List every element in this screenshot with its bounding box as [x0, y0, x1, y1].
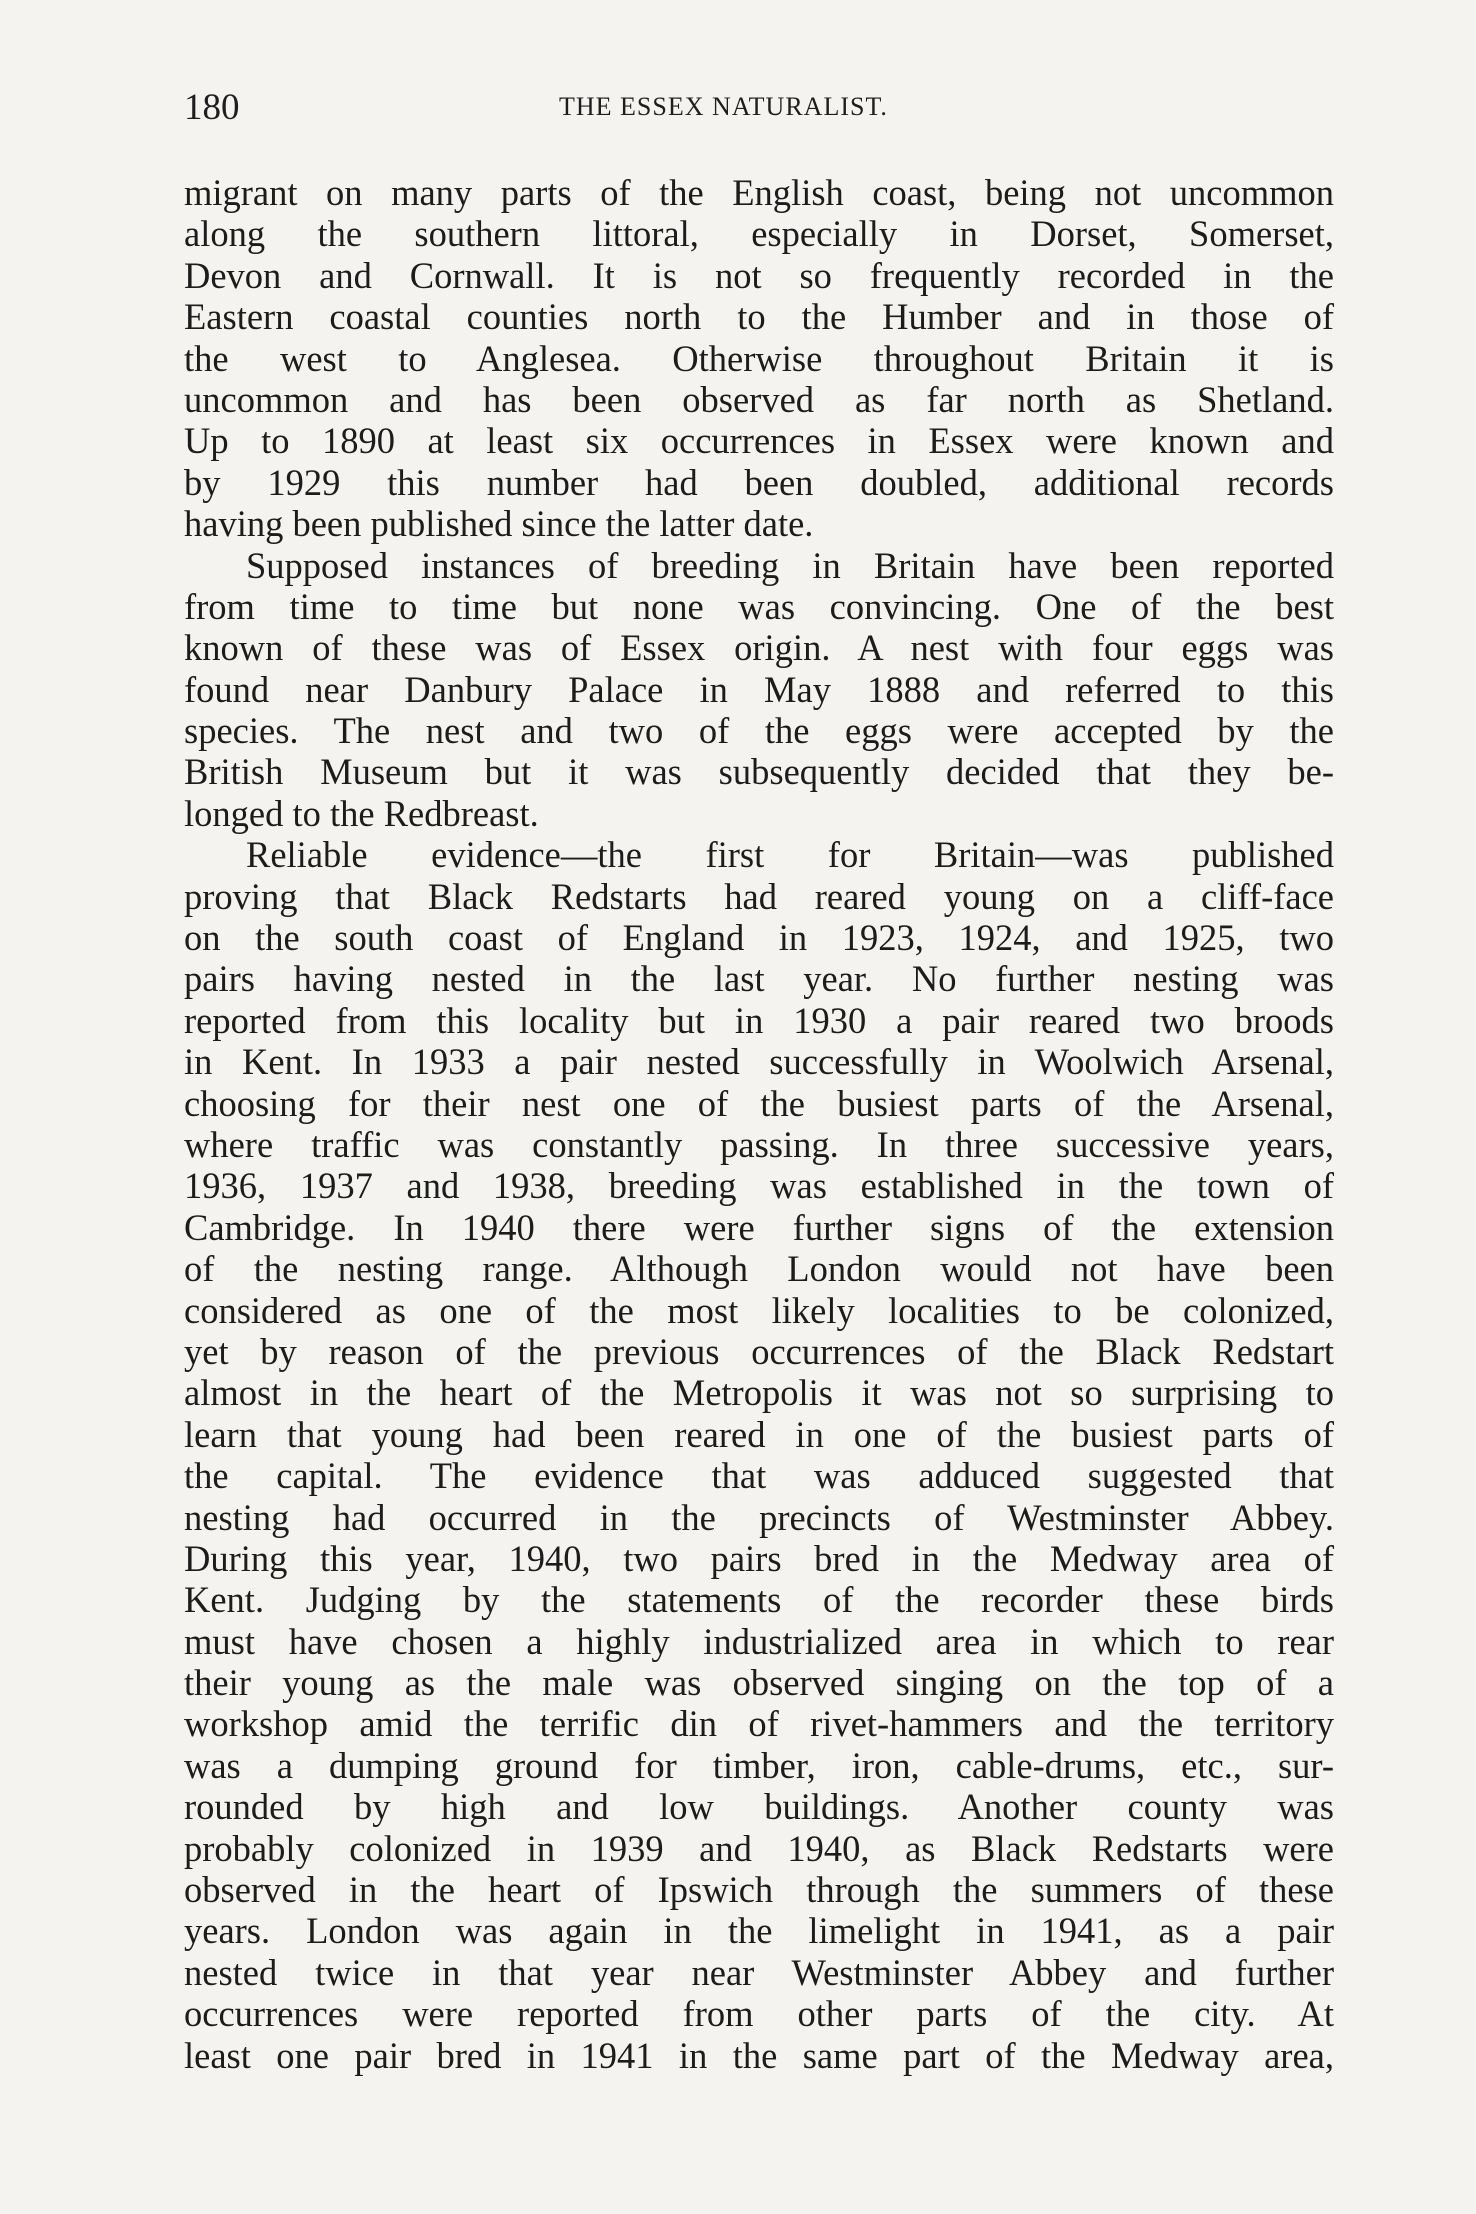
text-line: found near Danbury Palace in May 1888 and referred to this: [184, 668, 1334, 710]
text-line: almost in the heart of the Metropolis it was not so surprising to: [184, 1372, 1334, 1414]
text-line: 1936, 1937 and 1938, breeding was established in the town of: [184, 1165, 1334, 1207]
running-head: [184, 86, 1334, 136]
text-line: nesting had occurred in the precincts of Westminster Abbey.: [184, 1496, 1334, 1538]
text-line: pairs having nested in the last year. No further nesting was: [184, 958, 1334, 1000]
text-line: along the southern littoral, especially in Dorset, Somerset,: [184, 213, 1334, 255]
body-text: [184, 172, 1334, 2076]
text-line: their young as the male was observed singing on the top of a: [184, 1662, 1334, 1704]
text-line: choosing for their nest one of the busiest parts of the Arsenal,: [184, 1082, 1334, 1124]
text-line: known of these was of Essex origin. A nest with four eggs was: [184, 627, 1334, 669]
page-number: 180: [184, 87, 240, 128]
text-line: uncommon and has been observed as far north as Shetland.: [184, 378, 1334, 420]
text-line: rounded by high and low buildings. Another county was: [184, 1786, 1334, 1828]
text-line: where traffic was constantly passing. In three successive years,: [184, 1123, 1334, 1165]
text-line: occurrences were reported from other parts of the city. At: [184, 1993, 1334, 2035]
text-line: proving that Black Redstarts had reared young on a cliff-face: [184, 875, 1334, 917]
text-line: workshop amid the terrific din of rivet-hammers and the territory: [184, 1703, 1334, 1745]
paragraph-3: [184, 834, 1334, 2076]
text-line: from time to time but none was convincing. One of the best: [184, 585, 1334, 627]
text-line: least one pair bred in 1941 in the same part of the Medway area,: [184, 2034, 1334, 2076]
text-line: by 1929 this number had been doubled, additional records: [184, 461, 1334, 503]
text-line: having been published since the latter date.: [184, 503, 814, 545]
text-line: migrant on many parts of the English coast, being not uncommon: [184, 172, 1334, 213]
text-line: reported from this locality but in 1930 a pair reared two broods: [184, 999, 1334, 1041]
text-line: Up to 1890 at least six occurrences in Essex were known and: [184, 420, 1334, 462]
text-line: Eastern coastal counties north to the Humber and in those of: [184, 296, 1334, 338]
text-line: of the nesting range. Although London would not have been: [184, 1248, 1334, 1290]
text-line: species. The nest and two of the eggs were accepted by the: [184, 710, 1334, 752]
paragraph-1: [184, 172, 1334, 545]
text-line: Reliable evidence—the first for Britain—was published: [246, 834, 1334, 876]
text-line: Devon and Cornwall. It is not so frequently recorded in the: [184, 254, 1334, 296]
text-line: Kent. Judging by the statements of the recorder these birds: [184, 1579, 1334, 1621]
text-line: the west to Anglesea. Otherwise throughout Britain it is: [184, 337, 1334, 379]
paragraph-2: [184, 545, 1334, 835]
text-line: on the south coast of England in 1923, 1924, and 1925, two: [184, 917, 1334, 959]
text-line: During this year, 1940, two pairs bred in the Medway area of: [184, 1537, 1334, 1579]
text-line: Supposed instances of breeding in Britain have been reported: [246, 544, 1334, 586]
text-line: yet by reason of the previous occurrences of the Black Redstart: [184, 1330, 1334, 1372]
text-line: was a dumping ground for timber, iron, cable-drums, etc., sur-: [184, 1744, 1334, 1786]
text-line: Cambridge. In 1940 there were further signs of the extension: [184, 1206, 1334, 1248]
text-line: learn that young had been reared in one of the busiest parts of: [184, 1413, 1334, 1455]
journal-title: THE ESSEX NATURALIST.: [559, 92, 888, 121]
text-line: the capital. The evidence that was adduced suggested that: [184, 1455, 1334, 1497]
text-line: considered as one of the most likely localities to be colonized,: [184, 1289, 1334, 1331]
text-line: observed in the heart of Ipswich through the summers of these: [184, 1869, 1334, 1911]
text-line: British Museum but it was subsequently decided that they be-: [184, 751, 1334, 793]
text-line: longed to the Redbreast.: [184, 792, 539, 834]
text-line: must have chosen a highly industrialized area in which to rear: [184, 1620, 1334, 1662]
text-line: probably colonized in 1939 and 1940, as Black Redstarts were: [184, 1827, 1334, 1869]
text-line: nested twice in that year near Westminster Abbey and further: [184, 1951, 1334, 1993]
text-line: years. London was again in the limelight in 1941, as a pair: [184, 1910, 1334, 1952]
text-line: in Kent. In 1933 a pair nested successfully in Woolwich Arsenal,: [184, 1041, 1334, 1083]
